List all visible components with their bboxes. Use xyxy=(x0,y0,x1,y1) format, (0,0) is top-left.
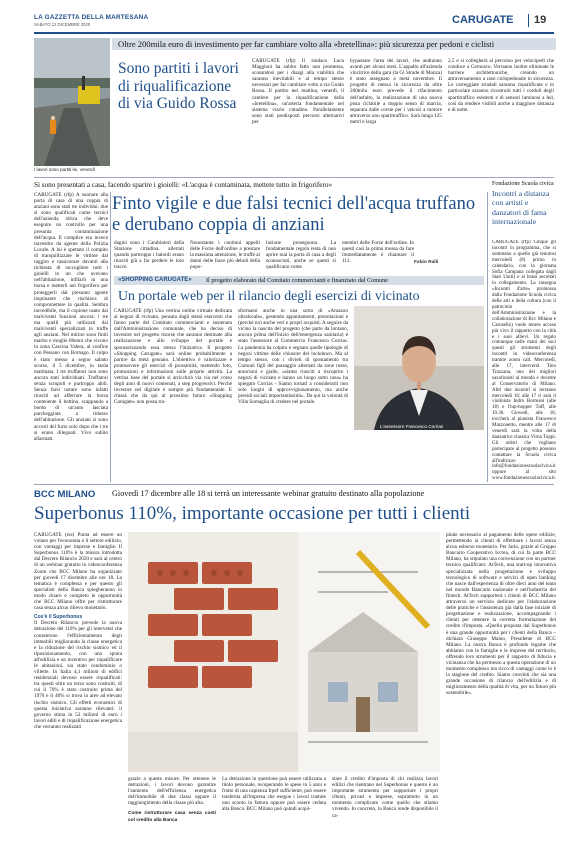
story3-photo-caption: L'assessore Francesco Corrias xyxy=(380,424,444,429)
story2-byline: Fabio Ralli xyxy=(414,260,439,265)
masthead xyxy=(34,12,554,34)
story4-col2-text: grazie a queste misure. Per ottenere le detrazioni, i lavori devono garantire l'aumento dell'efficienza energetica dell'immobile di due classi oppure il raggiungimento della classe più alta. xyxy=(128,776,216,807)
construction-photo-icon xyxy=(128,532,440,772)
story2-col-b: Nonostante i continui appelli delle Forze dell'ordine a prestare la massima attenzione, le truffe ai danni delle fasce più deboli della popo- xyxy=(190,240,260,271)
story4-col5: pitale necessario al pagamento delle opere edilizie, permettendo ai clienti di effettuare i lavori senza alcun esborso monetario. Per farlo, grazie al Gruppo Bancario Cooperativo Iccrea, di cui fa parte BCC Milano, ha stipulato una convenzione con un partner tecnico qualificato: AtTech, una start-up innovativa specializzata nella progettazione e sviluppo tecnologico di software e servizi di open banking che nasce dall'esperienza di oltre dieci anni del team nel mondo Bancario nazionale e nell'industria dei fintech. AtTech supporterà i clienti di BCC Milano attraverso un servizio dedicato per l'elaborazione delle pratiche e l'assistenza già dalla fase iniziale di progettazione e realizzazione, accompagnando i clienti per ottenere la corretta formulazione del credito d'imposta. «Quella proposta dal Superbonus è una grande opportunità per i clienti della Banca – dichiara Giuseppe Maino, Presidente di BCC Milano. La nostra Banca è profondo legame che abbiamo con le famiglie e le imprese del territorio, offrendo loro strumenti per il rapporto di fiducia e vicinanza che ha permesso a questa operazione di un momento complesso ma ricco di vantaggi come lo è la stagione del credito. Siamo convinti che sia una grande occasione di rilancio dell'edilizia e di miglioramento della qualità di vita, per un futuro più sostenibile». xyxy=(446,532,556,697)
story4-col1-text: CARUGATE (rss) Punta ad essere un volano per l'economia e il settore edilizio, con vantaggi per imprese e famiglie. Il Superbonus 110% è la misura introdotta dal Decreto Rilancio 2020 e sarà al centro di un webinar gratuito in videoconferenza Zoom che BCC Milano ha organizzato per giovedì 17 dicembre alle ore 18. La tematica è complessa e per questo gli specialisti della Banca spiegheranno in modo chiaro e completo le opportunità che BCC Milano offre per ristrutturare casa senza alcun rilievo monetario. xyxy=(34,532,122,612)
story1-headline: Sono partiti i lavori di riqualificazione di via Guido Rossa xyxy=(118,60,239,112)
story3-headline: Un portale web per il rilancio degli esercizi di vicinato xyxy=(118,288,420,303)
story2-kicker: Si sono presentati a casa, facendo sparire i gioielli: «L'acqua è contaminata, mettete tutto in frigorifero» xyxy=(34,181,333,189)
story2-col-d: membri delle Forze dell'ordine. In questi casi la prima mossa da fare immediatamente è chiamare il 112. xyxy=(342,240,414,265)
story1-photo xyxy=(34,38,110,166)
story4-col1 xyxy=(34,532,122,730)
section-rule-1 xyxy=(34,177,554,178)
story1-col1: CARUGATE (rfp) Il sindaco Luca Maggioni ha subito fatto una promessa, scusandosi per i disagi alla viabilità che saranno inevitabili e al tempo stesso necessari per far cambiare volto a via Guido Rossa. Il partito ieri mattina, venerdì, il cantiere per la riqualificazione della «bretellina», un'arteria fondamentale nel sistema viario cittadino. Parallelamente sono stati predisposti percorsi alternativi per xyxy=(252,58,344,125)
story4-col1b-text: Il Decreto Rilancio prevede la nuova detrazione del 110% per gli interventi che consentono l'efficientamento degli immobili migliorando la classe energetica e la riduzione del rischio sismico ed il riposizionamento, con una spinta all'edilizia e un incentivo per riqualificare le abitazioni, sia stato condominio o villette. In Italia 4,1 milioni di edifici residenziali devono essere riqualificati: tra questi oltre un terzo sono costruiti, di cui il 70% è stato costruito prima del 1970 e il 40% si trova in aree ad elevato rischio sismico. Gli effetti economici di questa iniziativa saranno rilevanti: il governo stima in 53 milioni di euro i lavori edili e di riqualificazione energetica che verranno realizzati xyxy=(34,620,122,730)
story4-subhead: Cos'è il Superbonus xyxy=(34,614,83,621)
story1-kicker: Oltre 200mila euro di investimento per far cambiare volto alla «bretellina»: più sicurezza per pedoni e ciclisti xyxy=(118,39,495,49)
paper-name: LA GAZZETTA DELLA MARTESANA xyxy=(34,14,149,21)
story4-tag: BCC MILANO xyxy=(34,489,96,500)
section-rule-2 xyxy=(34,484,554,485)
masthead-rule xyxy=(34,32,554,34)
story3-col1: CARUGATE (rfp) Una vetrina online virtuale dedicata ai negozi di vicinato, pensata dagli stessi esercenti che fanno parte del Comitato commercianti e sostenuta dall'Amministrazione comunale, che ha deciso di investire nel progetto risorse che saranno destinate alla realizzazione e allo sviluppo del portale e sponsorizzando essa stessa l'iniziativa. Il progetto «Shopping Carugate» sarà online probabilmente a partire da metà gennaio. L'obiettivo è valorizzare e promuovere gli esercizi di prossimità, mettendo foto, promozioni e informazioni sulle proprie attività. La vetrina base del portale si arricchirà via via nel corso degli anni di nuovi contenuti, a step progressivi. Perché investire nel digitale è sempre più fondamentale. E chissà che da qui al prossimo futuro «Shopping Carugate» non possa tra- xyxy=(114,308,232,406)
story2-headline: Finto vigile e due falsi tecnici dell'acqua truffano e derubano coppia di anziani xyxy=(112,194,476,235)
story1-col3: 2,5 e si collegherà al percorso per velocipedi che conduce a Cernusco. Verranno inoltre eliminate le barriere architettoniche, creando un attraversamento a raso ciclopedonale in sicurezza. Le carreggiate stradali saranno riqualificate e in particolare saranno ricostruiti tutti i cordoli degli spartitraffico esistenti e di sensori luminosi a led, così da rendere visibili anche a maggiore distanza e di notte. xyxy=(448,58,554,113)
page-divider xyxy=(528,14,529,27)
story2-col-left: CARUGATE (rfp) A suonare alla porta di casa di una coppia di anziani sono stati tre individui: due si sono qualificati come tecnici dell'azienda idrica che deve eseguire un controllo per una presunta contaminazione dell'acqua. Il complice era invece travestito da agente della Polizia Locale. A lui è spettato il compito di tranquillizzare le vittime dal raggiro e rassicurare davanti alla richiesta di raccogliere tutti i gioielli in un che avevano nell'abitazione, infilarli in una borsa e metterli nel frigorifero per proteggerli dal presunto agente inquinante che rischiava di compromettere la qualità. Sembra incredibile, ma il copione usato dai malviventi funzioni ancora: i tre ma quelli più utilizzati dai malviventi specializzati in truffe agli anziani. Nel mirino sono finiti marito e moglie 80enni che vivono in zona Cascina Valera, al confine con Pessano con Bornago. Il colpo è stato messo a segno sabato scorso, il 5 dicembre, in tarda mattinata. I tre truffatori non sono ancora stati individuati. Truffatori senza scrupoli e purtroppo abili. Senza farsi notare sono infatti riusciti ad afferrare la borsa contenente il bottino, scappando a bordo di un'auto lasciata parcheggiata a ridosso dell'abitazione. Gli anziani si sono accorti del furto solo dopo che i tre si erano dileguati. Vivo subito allarmati. xyxy=(34,192,108,442)
sidebar-kicker: Fondazione Scuola civica xyxy=(492,181,554,187)
story4-photo xyxy=(128,532,440,772)
vertical-rule-left xyxy=(110,192,111,482)
story4-col2 xyxy=(128,776,216,824)
story4-col4: stare il credito d'imposta di chi realizza lavori edilizi che rientrano nel Superbonus e questo è un importante strumento per supportare i propri clienti, privati e imprese, soprattutto in un momento complicato come quello che stiamo vivendo. In concreto, la Banca rende disponibile il ca- xyxy=(332,776,438,819)
story2-col-a: dagini sono i Carabinieri della Stazione cittadina, allertati quando purtroppo i balordi erano riusciti già a far perdere le loro tracce. xyxy=(114,240,184,271)
worksite-photo-icon xyxy=(34,38,110,166)
story3-col2: sformarsi anche in una sorta di «Amazon ultralocale», gestendo appuntamenti, prenotazioni e (perché no) anche veri e propri acquisti. A seguire da vicino la nascita del progetto (che parte da lontano, ancora prima dell'inizio dell'emergenza sanitaria) è stato l'assessore al Commercio Francesco Corrias. La pandemia ha colpito e segnato quelle tipologie di negozi vittime delle chiusure del lockdown. Ma al tempo stesso, con i divieti di spostamento tra Comuni figli del passaggio alternati da zone rosse, arancioni e gialle, «siamo riusciti a riscoprire i negozi di vicinato e hanno un luogo sotto casa» ha spiegato Corrias - Siamo tornati a considerarli non solo luoghi di approvvigionamento, ma anche presidi sociali importantissimi». Da qui la volontà di Villa Somaglia di credere nel portale. xyxy=(238,308,348,406)
story4-col3: La detrazione in questione può essere utilizzata a titolo personale, recuperando le spese in 5 anni e frutto di una capienza Irpef sufficiente, può essere trasferita all'impresa che esegue i lavori tramite uno sconto in fattura oppure può essere ceduta alla Banca. BCC Milano può quindi acqui- xyxy=(222,776,326,813)
story3-photo xyxy=(354,306,484,430)
story4-kicker: Giovedì 17 dicembre alle 18 si terrà un interessante webinar gratuito destinato alla popolazione xyxy=(112,489,425,498)
story1-col2: bypassare l'area dei lavori, che andranno avanti per alcuni mesi. L'appalto all'azienda vincitrice della gara (la Gl Strade di Monza) è stato assegnato a metà novembre. Il progetto di messa in sicurezza da oltre 200mila euro prevede il rifacimento dell'asfalto, la realizzazione di una nuova pista ciclabile a doppio senso di marcia, separata dalle corsie per i veicoli a motore attraverso uno spartitraffico. Sarà lunga 125 metri e larga xyxy=(350,58,442,125)
portrait-photo-icon xyxy=(354,306,484,430)
story2-col-c: lazione proseguono. La fondamentale regola resta di non aprire mai la porta di casa a degli sconosciuti, anche se questi si qualificano come xyxy=(266,240,336,271)
story1-photo-caption: I lavori sono partiti lei, venerdì xyxy=(34,167,96,172)
page-number: 19 xyxy=(534,14,547,26)
story3-kicker: Il progetto elaborato dal Comitato commercianti e finanziato dal Comune xyxy=(206,276,388,284)
story3-tag: «SHOPPING CARUGATE» xyxy=(118,277,192,283)
story4-col2-caption: Come ristrutturare casa senza costi col credito alla Banca xyxy=(128,811,216,823)
sidebar-text: CARUGATE (rfp) Cinque gli incontri in programma, che si sommano a quello già tenutosi mercoledì (8) primo in calendario, con la giornata Sofia Campana collegata dagli Stati Uniti) e ai brani ascoltati in collegamento. La rassegna «Incontri d'arte» promossa dalla Fondazione Scuola civica delle arti e della cultura (con il patrocinio dell'Amministrazione e la collaborazione di Bcc Milano e Carosello) vuole tenere accesa più vivo il rapporto con la città e i suoi allievi. Un regalo comunque nelle mani dei soci questi gli strumenti degli incontri in videoconferenza tramite zoom call. Mercoledì, alle 17, interverrà Tino Trazzana, uno dei migliori saxofonisti al mondo e docente al Conservatorio di Milano. Altri due incontri si terranno mercoledì 16: alle 17 ci sarà il violinista Indro Borreani (alle 18) e l'hip-hopper Tuff, alle 19.30. Giovedì, alle 18, toccherà al pianista Francesco Mazzonetto, mentre alle 17 di venerdì sarà la volta della danzatrice classica Virna Toppi. Gli artisti che vogliano partecipare al progetto possono contattare la Scuola civica all'indirizzo info@fondazionescuolacivica.it oppure al sito www.fondazionescuolacivica.it. xyxy=(492,240,556,482)
sidebar-headline: Incontri a distanza con artisti e danzatori di fama internazionale xyxy=(492,189,550,227)
section-title: CARUGATE xyxy=(452,14,514,26)
vertical-rule-right xyxy=(487,192,488,482)
story4-headline: Superbonus 110%, importante occasione per tutti i clienti xyxy=(34,503,471,524)
issue-date: SABATO 12 DICEMBRE 2020 xyxy=(34,22,91,27)
